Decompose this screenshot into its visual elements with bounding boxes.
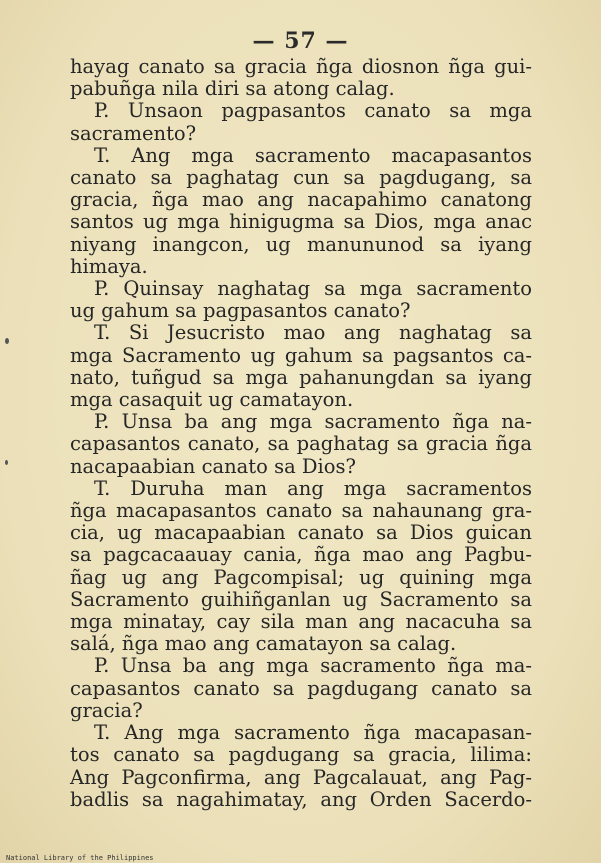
text-line: mga minatay, cay sila man ang nacacuha sa (70, 610, 532, 634)
text-line: niyang inangcon, ug manununod sa iyang (70, 232, 532, 256)
text-line: capasantos canato sa pagdugang canato sa (70, 676, 532, 700)
text-line: pabuñga nila diri sa atong calag. (70, 77, 395, 101)
page-number: — 57 — (252, 28, 349, 54)
catechism-text (70, 56, 532, 811)
text-line: himaya. (70, 254, 148, 278)
text-line: ñag ug ang Pagcompisal; ug quining mga (70, 565, 532, 589)
text-line: ñga macapasantos canato sa nahaunang gra- (70, 499, 532, 523)
library-footer: National Library of the Philippines (6, 854, 154, 862)
text-line: P. Unsaon pagpasantos canato sa mga (94, 99, 532, 123)
text-line: mga casaquit ug camatayon. (70, 388, 354, 412)
text-line: P. Quinsay naghatag sa mga sacramento (94, 277, 532, 301)
text-line: salá, ñga mao ang camatayon sa calag. (70, 632, 457, 656)
text-line: canato sa paghatag cun sa pagdugang, sa (70, 166, 532, 190)
text-line: sacramento? (70, 121, 197, 145)
text-line: gracia? (70, 698, 143, 722)
text-line: tos canato sa pagdugang sa gracia, lilima: (70, 743, 532, 767)
text-line: T. Ang mga sacramento ñga macapasan- (94, 721, 532, 745)
text-line: nacapaabian canato sa Dios? (70, 454, 356, 478)
text-line: capasantos canato, sa paghatag sa gracia ñga (70, 432, 532, 456)
ink-speck (5, 460, 8, 465)
text-line: Ang Pagconfirma, ang Pagcalauat, ang Pag- (70, 765, 532, 789)
text-line: gracia, ñga mao ang nacapahimo canatong (70, 188, 532, 212)
text-line: hayag canato sa gracia ñga diosnon ñga gui- (70, 55, 532, 78)
text-line: nato, tuñgud sa mga pahanungdan sa iyang (70, 365, 532, 389)
ink-speck (5, 338, 9, 344)
text-line: P. Unsa ba ang mga sacramento ñga ma- (94, 654, 532, 678)
text-line: T. Si Jesucristo mao ang naghatag sa (94, 321, 532, 345)
text-line: P. Unsa ba ang mga sacramento ñga na- (94, 410, 532, 434)
text-line: santos ug mga hinigugma sa Dios, mga anac (70, 210, 532, 234)
text-line: ug gahum sa pagpasantos canato? (70, 299, 411, 323)
text-line: mga Sacramento ug gahum sa pagsantos ca- (70, 343, 532, 367)
text-line: sa pagcacaauay cania, ñga mao ang Pagbu- (70, 543, 532, 567)
text-line: T. Ang mga sacramento macapasantos (94, 143, 532, 167)
text-line: cia, ug macapaabian canato sa Dios guican (70, 521, 532, 545)
text-line: Sacramento guihiñganlan ug Sacramento sa (70, 587, 532, 611)
text-line: T. Duruha man ang mga sacramentos (94, 476, 532, 500)
text-line: badlis sa nagahimatay, ang Orden Sacerdo- (70, 787, 532, 811)
